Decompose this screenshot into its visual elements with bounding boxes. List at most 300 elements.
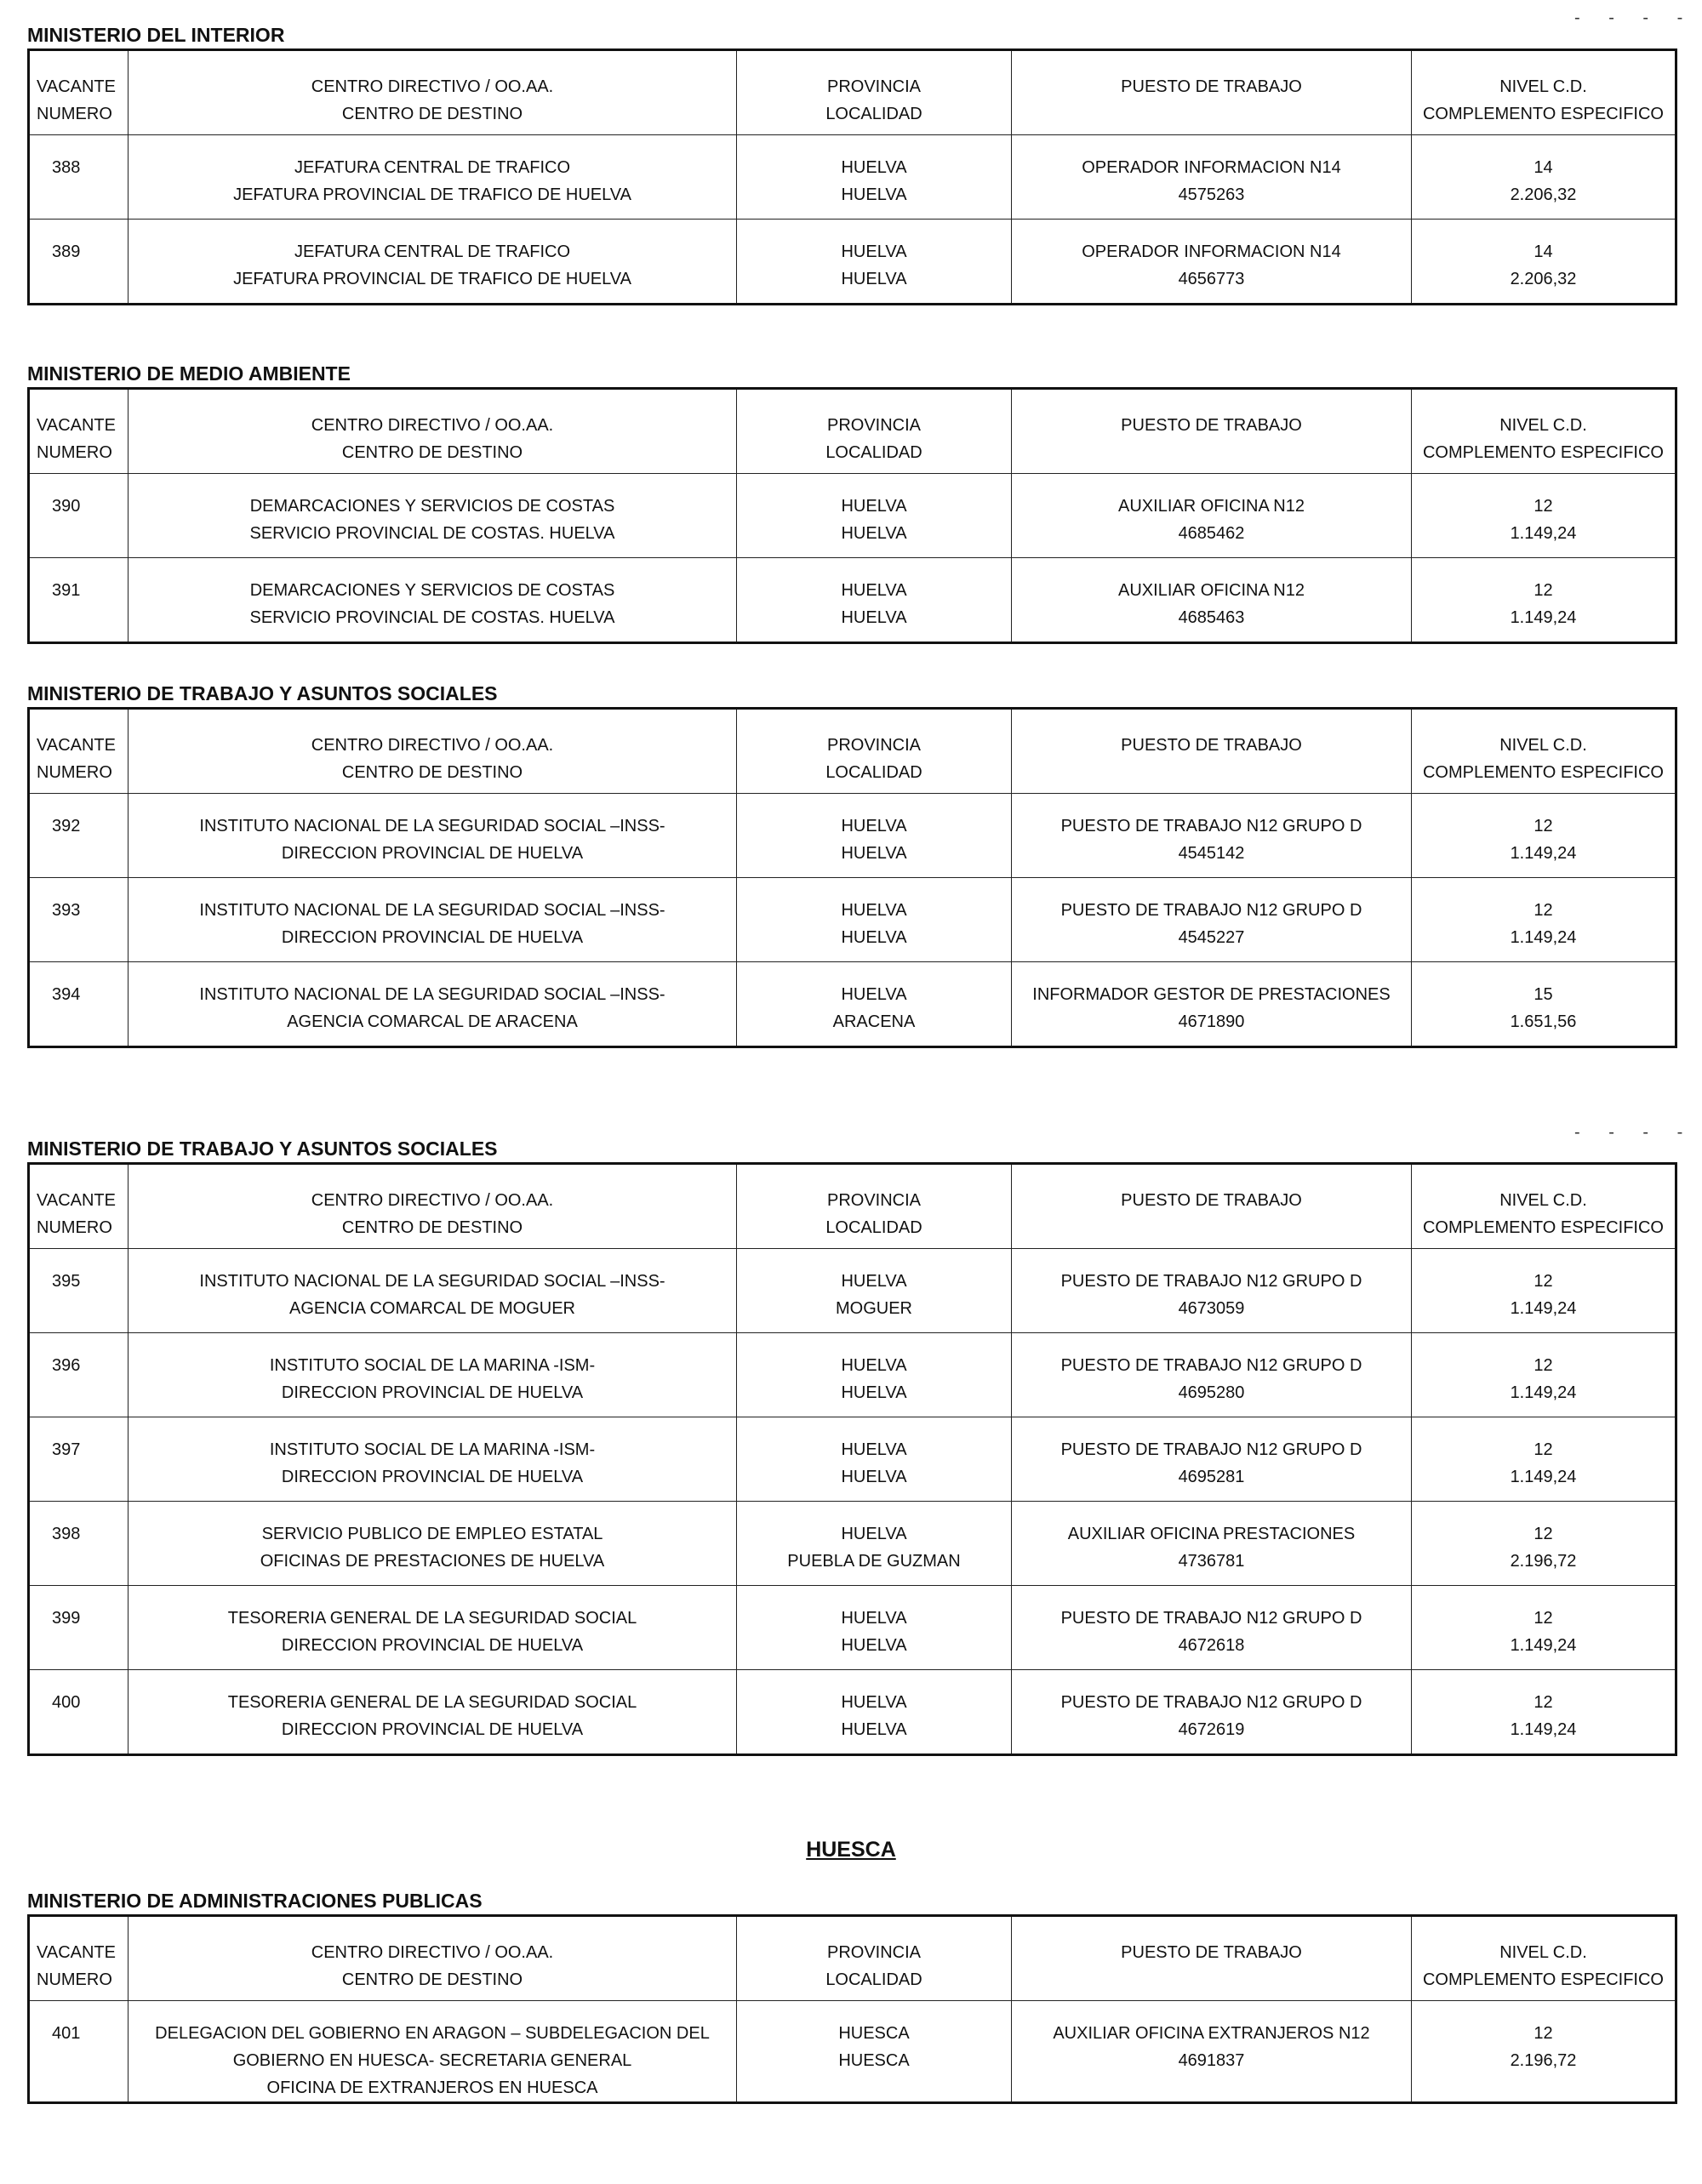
cell-line: HUELVA <box>841 985 907 1004</box>
header-puesto-de-trabajo <box>1012 709 1412 794</box>
cell-line: 12 <box>1534 1525 1553 1543</box>
cell-line: 4685462 <box>1178 524 1245 543</box>
cell-line: HUELVA <box>841 270 907 288</box>
cell-vacante-numero <box>29 558 129 643</box>
cell-line: SERVICIO PUBLICO DE EMPLEO ESTATAL <box>261 1525 603 1543</box>
cell-line: NUMERO <box>37 1970 112 1989</box>
cell-line: CENTRO DE DESTINO <box>341 443 523 462</box>
cell-line: HUELVA <box>841 1272 907 1291</box>
header-puesto-de-trabajo <box>1012 1916 1412 2001</box>
cell-line: OFICINA DE EXTRANJEROS EN HUESCA <box>266 2079 598 2097</box>
cell-nivel-complemento <box>1412 1333 1676 1417</box>
cell-provincia-localidad <box>737 1502 1012 1586</box>
cell-line: 2.206,32 <box>1510 185 1577 204</box>
cell-line: JEFATURA PROVINCIAL DE TRAFICO DE HUELVA <box>233 185 631 204</box>
cell-line: 1.149,24 <box>1510 1299 1577 1318</box>
header-provincia-localidad <box>737 1916 1012 2001</box>
header-centro-directivo <box>129 1164 737 1249</box>
cell-vacante-numero <box>29 794 129 878</box>
cell-line: CENTRO DIRECTIVO / OO.AA. <box>311 1191 554 1210</box>
table-row <box>29 558 1676 643</box>
cell-line: HUELVA <box>841 242 907 261</box>
cell-line: CENTRO DIRECTIVO / OO.AA. <box>311 416 554 435</box>
table-row <box>29 220 1676 305</box>
cell-line: 1.149,24 <box>1510 608 1577 627</box>
cell-line: HUELVA <box>841 1383 907 1402</box>
cell-line: 4685463 <box>1178 608 1245 627</box>
scan-dash-mark: - - - - <box>1574 9 1695 27</box>
cell-line: PUESTO DE TRABAJO N12 GRUPO D <box>1060 817 1362 835</box>
cell-puesto-de-trabajo <box>1012 1502 1412 1586</box>
cell-line: 4673059 <box>1178 1299 1245 1318</box>
cell-nivel-complemento <box>1412 1670 1676 1755</box>
vacancy-number: 397 <box>52 1440 81 1459</box>
header-puesto-de-trabajo <box>1012 389 1412 474</box>
section-trabajo-1 <box>27 681 1675 1048</box>
cell-line: PUESTO DE TRABAJO N12 GRUPO D <box>1060 1440 1362 1459</box>
cell-line: HUELVA <box>841 901 907 920</box>
cell-line: 1.149,24 <box>1510 524 1577 543</box>
table-row <box>29 1417 1676 1502</box>
cell-centro-directivo <box>129 220 737 305</box>
vacancy-table <box>27 1162 1677 1756</box>
cell-line: CENTRO DE DESTINO <box>341 1218 523 1237</box>
header-puesto-de-trabajo <box>1012 50 1412 135</box>
cell-provincia-localidad <box>737 474 1012 558</box>
cell-puesto-de-trabajo <box>1012 1417 1412 1502</box>
cell-vacante-numero <box>29 1502 129 1586</box>
cell-puesto-de-trabajo <box>1012 878 1412 962</box>
cell-puesto-de-trabajo <box>1012 962 1412 1047</box>
cell-line <box>1015 439 1408 466</box>
cell-line: 12 <box>1534 1440 1553 1459</box>
cell-puesto-de-trabajo <box>1012 474 1412 558</box>
cell-vacante-numero <box>29 1417 129 1502</box>
cell-line: PUESTO DE TRABAJO <box>1121 1191 1302 1210</box>
cell-vacante-numero <box>29 220 129 305</box>
cell-vacante-numero <box>29 1670 129 1755</box>
cell-line: NIVEL C.D. <box>1499 77 1587 96</box>
header-vacante-numero <box>29 1916 129 2001</box>
cell-vacante-numero <box>29 1333 129 1417</box>
cell-line: 4671890 <box>1178 1012 1245 1031</box>
cell-nivel-complemento <box>1412 794 1676 878</box>
cell-line: OPERADOR INFORMACION N14 <box>1082 242 1341 261</box>
cell-line: PROVINCIA <box>826 1191 922 1210</box>
cell-line: VACANTE <box>37 77 116 96</box>
cell-line: HUELVA <box>841 1636 907 1655</box>
ministry-title: MINISTERIO DE TRABAJO Y ASUNTOS SOCIALES <box>27 1138 498 1160</box>
cell-nivel-complemento <box>1412 474 1676 558</box>
cell-line: 2.196,72 <box>1510 2051 1577 2070</box>
vacancy-number: 393 <box>52 901 81 920</box>
cell-line: NIVEL C.D. <box>1499 416 1587 435</box>
cell-line: TESORERIA GENERAL DE LA SEGURIDAD SOCIAL <box>227 1693 637 1712</box>
cell-line: PUEBLA DE GUZMAN <box>787 1552 961 1571</box>
vacancy-number: 392 <box>52 817 81 835</box>
cell-line: 1.149,24 <box>1510 1383 1577 1402</box>
cell-line: COMPLEMENTO ESPECIFICO <box>1422 1970 1664 1989</box>
header-centro-directivo <box>129 709 737 794</box>
cell-line: PROVINCIA <box>826 416 922 435</box>
cell-line: AUXILIAR OFICINA N12 <box>1118 581 1305 600</box>
header-vacante-numero <box>29 709 129 794</box>
cell-provincia-localidad <box>737 220 1012 305</box>
cell-line: AUXILIAR OFICINA EXTRANJEROS N12 <box>1053 2024 1370 2043</box>
cell-puesto-de-trabajo <box>1012 794 1412 878</box>
cell-line: 4695281 <box>1178 1468 1245 1486</box>
cell-line: CENTRO DIRECTIVO / OO.AA. <box>311 77 554 96</box>
cell-provincia-localidad <box>737 1333 1012 1417</box>
cell-centro-directivo <box>129 2001 737 2103</box>
cell-vacante-numero <box>29 2001 129 2103</box>
vacancy-number: 389 <box>52 242 81 261</box>
cell-centro-directivo <box>129 878 737 962</box>
scan-dash-mark: - - - - <box>1574 1123 1695 1142</box>
header-provincia-localidad <box>737 1164 1012 1249</box>
vacancy-number: 398 <box>52 1525 81 1543</box>
cell-line: 1.651,56 <box>1510 1012 1577 1031</box>
cell-puesto-de-trabajo <box>1012 558 1412 643</box>
cell-line: 2.206,32 <box>1510 270 1577 288</box>
cell-vacante-numero <box>29 1249 129 1333</box>
cell-centro-directivo <box>129 1586 737 1670</box>
cell-line: DIRECCION PROVINCIAL DE HUELVA <box>281 1720 584 1739</box>
cell-line: HUELVA <box>841 1609 907 1628</box>
cell-line: 4672618 <box>1178 1636 1245 1655</box>
cell-line: ARACENA <box>832 1012 916 1031</box>
header-provincia-localidad <box>737 709 1012 794</box>
cell-puesto-de-trabajo <box>1012 1333 1412 1417</box>
cell-line: JEFATURA PROVINCIAL DE TRAFICO DE HUELVA <box>233 270 631 288</box>
cell-line: LOCALIDAD <box>825 105 922 123</box>
cell-line: VACANTE <box>37 1191 116 1210</box>
cell-centro-directivo <box>129 558 737 643</box>
header-nivel-complemento <box>1412 709 1676 794</box>
cell-line: HUELVA <box>841 524 907 543</box>
cell-centro-directivo <box>129 1333 737 1417</box>
cell-line: OPERADOR INFORMACION N14 <box>1082 158 1341 177</box>
cell-line: HUELVA <box>841 844 907 863</box>
vacancy-number: 391 <box>52 581 81 600</box>
cell-line: 4545227 <box>1178 928 1245 947</box>
cell-provincia-localidad <box>737 135 1012 220</box>
cell-line: 12 <box>1534 581 1553 600</box>
cell-line: PUESTO DE TRABAJO <box>1121 736 1302 755</box>
cell-line: 1.149,24 <box>1510 928 1577 947</box>
cell-line: 12 <box>1534 497 1553 516</box>
cell-line: GOBIERNO EN HUESCA- SECRETARIA GENERAL <box>232 2051 632 2070</box>
section-interior <box>27 22 1675 305</box>
cell-puesto-de-trabajo <box>1012 135 1412 220</box>
cell-line: COMPLEMENTO ESPECIFICO <box>1422 763 1664 782</box>
header-puesto-de-trabajo <box>1012 1164 1412 1249</box>
cell-line: LOCALIDAD <box>825 1970 922 1989</box>
cell-line: DEMARCACIONES Y SERVICIOS DE COSTAS <box>249 581 615 600</box>
cell-line: PUESTO DE TRABAJO N12 GRUPO D <box>1060 1356 1362 1375</box>
cell-line: 1.149,24 <box>1510 844 1577 863</box>
cell-line: INFORMADOR GESTOR DE PRESTACIONES <box>1032 985 1391 1004</box>
cell-line: 12 <box>1534 901 1553 920</box>
cell-centro-directivo <box>129 1417 737 1502</box>
vacancy-number: 394 <box>52 985 81 1004</box>
cell-line: NUMERO <box>37 1218 112 1237</box>
cell-line: LOCALIDAD <box>825 763 922 782</box>
cell-line: CENTRO DE DESTINO <box>341 1970 523 1989</box>
cell-line: TESORERIA GENERAL DE LA SEGURIDAD SOCIAL <box>227 1609 637 1628</box>
ministry-title: MINISTERIO DE ADMINISTRACIONES PUBLICAS <box>27 1890 483 1912</box>
cell-line: INSTITUTO NACIONAL DE LA SEGURIDAD SOCIAL –INSS- <box>199 1272 665 1291</box>
cell-line: 12 <box>1534 1272 1553 1291</box>
header-row <box>29 709 1676 794</box>
cell-line: VACANTE <box>37 736 116 755</box>
cell-puesto-de-trabajo <box>1012 220 1412 305</box>
cell-provincia-localidad <box>737 878 1012 962</box>
header-vacante-numero <box>29 1164 129 1249</box>
cell-line: PROVINCIA <box>826 1943 922 1962</box>
cell-line: 14 <box>1534 158 1553 177</box>
ministry-title: MINISTERIO DEL INTERIOR <box>27 24 285 46</box>
cell-centro-directivo <box>129 1502 737 1586</box>
cell-nivel-complemento <box>1412 135 1676 220</box>
cell-line: DIRECCION PROVINCIAL DE HUELVA <box>281 844 584 863</box>
cell-line: PUESTO DE TRABAJO N12 GRUPO D <box>1060 1272 1362 1291</box>
cell-nivel-complemento <box>1412 558 1676 643</box>
cell-line: NIVEL C.D. <box>1499 736 1587 755</box>
cell-provincia-localidad <box>737 1417 1012 1502</box>
cell-nivel-complemento <box>1412 2001 1676 2103</box>
cell-line <box>1015 100 1408 128</box>
table-row <box>29 1333 1676 1417</box>
cell-line: JEFATURA CENTRAL DE TRAFICO <box>294 242 571 261</box>
header-centro-directivo <box>129 1916 737 2001</box>
header-nivel-complemento <box>1412 50 1676 135</box>
header-row <box>29 50 1676 135</box>
vacancy-number: 390 <box>52 497 81 516</box>
vacancy-table <box>27 707 1677 1048</box>
cell-line: DIRECCION PROVINCIAL DE HUELVA <box>281 1383 584 1402</box>
cell-vacante-numero <box>29 962 129 1047</box>
cell-line: PUESTO DE TRABAJO <box>1121 77 1302 96</box>
cell-centro-directivo <box>129 962 737 1047</box>
cell-nivel-complemento <box>1412 1502 1676 1586</box>
cell-nivel-complemento <box>1412 1586 1676 1670</box>
cell-line: 12 <box>1534 1693 1553 1712</box>
cell-line: HUELVA <box>841 497 907 516</box>
ministry-title: MINISTERIO DE MEDIO AMBIENTE <box>27 362 351 385</box>
header-nivel-complemento <box>1412 389 1676 474</box>
cell-centro-directivo <box>129 794 737 878</box>
ministry-title: MINISTERIO DE TRABAJO Y ASUNTOS SOCIALES <box>27 682 498 704</box>
cell-nivel-complemento <box>1412 220 1676 305</box>
cell-line: PUESTO DE TRABAJO N12 GRUPO D <box>1060 1693 1362 1712</box>
cell-line: 1.149,24 <box>1510 1468 1577 1486</box>
cell-vacante-numero <box>29 1586 129 1670</box>
section-trabajo-2 <box>27 1136 1675 1756</box>
cell-line: 2.196,72 <box>1510 1552 1577 1571</box>
header-row <box>29 1164 1676 1249</box>
header-vacante-numero <box>29 389 129 474</box>
cell-line: NIVEL C.D. <box>1499 1191 1587 1210</box>
cell-line: INSTITUTO NACIONAL DE LA SEGURIDAD SOCIAL –INSS- <box>199 985 665 1004</box>
cell-provincia-localidad <box>737 962 1012 1047</box>
cell-line: HUELVA <box>841 817 907 835</box>
cell-line: NUMERO <box>37 763 112 782</box>
cell-line: HUELVA <box>841 158 907 177</box>
cell-vacante-numero <box>29 135 129 220</box>
cell-line: AUXILIAR OFICINA PRESTACIONES <box>1067 1525 1356 1543</box>
cell-line: NIVEL C.D. <box>1499 1943 1587 1962</box>
cell-line: DIRECCION PROVINCIAL DE HUELVA <box>281 1636 584 1655</box>
cell-line: 1.149,24 <box>1510 1720 1577 1739</box>
cell-line: HUELVA <box>841 1693 907 1712</box>
cell-vacante-numero <box>29 474 129 558</box>
cell-line: HUESCA <box>838 2051 910 2070</box>
table-row <box>29 1670 1676 1755</box>
header-nivel-complemento <box>1412 1916 1676 2001</box>
table-row <box>29 2001 1676 2103</box>
cell-line: HUELVA <box>841 581 907 600</box>
cell-line: PROVINCIA <box>826 77 922 96</box>
cell-line: DEMARCACIONES Y SERVICIOS DE COSTAS <box>249 497 615 516</box>
cell-line: VACANTE <box>37 1943 116 1962</box>
cell-line: CENTRO DE DESTINO <box>341 763 523 782</box>
cell-centro-directivo <box>129 135 737 220</box>
cell-centro-directivo <box>129 1249 737 1333</box>
vacancy-number: 399 <box>52 1609 81 1628</box>
header-provincia-localidad <box>737 50 1012 135</box>
vacancy-number: 400 <box>52 1693 81 1712</box>
table-row <box>29 474 1676 558</box>
cell-line: HUELVA <box>841 1720 907 1739</box>
header-row <box>29 389 1676 474</box>
table-row <box>29 962 1676 1047</box>
cell-provincia-localidad <box>737 558 1012 643</box>
vacancy-table <box>27 387 1677 644</box>
table-row <box>29 794 1676 878</box>
province-heading: HUESCA <box>806 1838 896 1862</box>
table-row <box>29 1249 1676 1333</box>
vacancy-table <box>27 1914 1677 2104</box>
header-row <box>29 1916 1676 2001</box>
vacancy-number: 396 <box>52 1356 81 1375</box>
cell-line: HUELVA <box>841 1525 907 1543</box>
cell-line: HUELVA <box>841 1440 907 1459</box>
cell-line: 12 <box>1534 1609 1553 1628</box>
cell-line: 1.149,24 <box>1510 1636 1577 1655</box>
cell-line: SERVICIO PROVINCIAL DE COSTAS. HUELVA <box>249 524 615 543</box>
cell-line: LOCALIDAD <box>825 443 922 462</box>
cell-line: 12 <box>1534 1356 1553 1375</box>
cell-line: NUMERO <box>37 105 112 123</box>
cell-line: HUELVA <box>841 608 907 627</box>
section-administraciones-publicas <box>27 1888 1675 2104</box>
cell-line <box>1015 1214 1408 1241</box>
cell-line: OFICINAS DE PRESTACIONES DE HUELVA <box>260 1552 605 1571</box>
header-centro-directivo <box>129 389 737 474</box>
cell-line: INSTITUTO SOCIAL DE LA MARINA -ISM- <box>269 1440 596 1459</box>
cell-line: SERVICIO PROVINCIAL DE COSTAS. HUELVA <box>249 608 615 627</box>
cell-line: PUESTO DE TRABAJO N12 GRUPO D <box>1060 901 1362 920</box>
cell-line: COMPLEMENTO ESPECIFICO <box>1422 443 1664 462</box>
cell-line: HUELVA <box>841 185 907 204</box>
cell-line: COMPLEMENTO ESPECIFICO <box>1422 105 1664 123</box>
cell-line <box>1015 1966 1408 1993</box>
cell-nivel-complemento <box>1412 962 1676 1047</box>
vacancy-number: 395 <box>52 1272 81 1291</box>
cell-line: CENTRO DIRECTIVO / OO.AA. <box>311 736 554 755</box>
cell-nivel-complemento <box>1412 878 1676 962</box>
cell-line: DIRECCION PROVINCIAL DE HUELVA <box>281 1468 584 1486</box>
cell-centro-directivo <box>129 1670 737 1755</box>
cell-line: INSTITUTO SOCIAL DE LA MARINA -ISM- <box>269 1356 596 1375</box>
cell-line: 12 <box>1534 817 1553 835</box>
cell-provincia-localidad <box>737 1670 1012 1755</box>
cell-centro-directivo <box>129 474 737 558</box>
cell-line: AUXILIAR OFICINA N12 <box>1118 497 1305 516</box>
cell-provincia-localidad <box>737 1249 1012 1333</box>
cell-line: 4656773 <box>1178 270 1245 288</box>
cell-line: 4736781 <box>1178 1552 1245 1571</box>
cell-line: 4695280 <box>1178 1383 1245 1402</box>
table-row <box>29 1502 1676 1586</box>
header-vacante-numero <box>29 50 129 135</box>
cell-line: DIRECCION PROVINCIAL DE HUELVA <box>281 928 584 947</box>
cell-line: 14 <box>1534 242 1553 261</box>
cell-line: AGENCIA COMARCAL DE ARACENA <box>287 1012 578 1031</box>
cell-line: HUESCA <box>838 2024 910 2043</box>
cell-line: AGENCIA COMARCAL DE MOGUER <box>289 1299 575 1318</box>
cell-line: 12 <box>1534 2024 1553 2043</box>
cell-nivel-complemento <box>1412 1249 1676 1333</box>
cell-provincia-localidad <box>737 2001 1012 2103</box>
section-medio-ambiente <box>27 361 1675 644</box>
cell-line: PUESTO DE TRABAJO N12 GRUPO D <box>1060 1609 1362 1628</box>
cell-puesto-de-trabajo <box>1012 2001 1412 2103</box>
vacancy-table <box>27 48 1677 305</box>
cell-vacante-numero <box>29 878 129 962</box>
cell-line <box>1015 759 1408 786</box>
header-provincia-localidad <box>737 389 1012 474</box>
cell-nivel-complemento <box>1412 1417 1676 1502</box>
cell-line: NUMERO <box>37 443 112 462</box>
cell-line: CENTRO DIRECTIVO / OO.AA. <box>311 1943 554 1962</box>
header-centro-directivo <box>129 50 737 135</box>
cell-line: INSTITUTO NACIONAL DE LA SEGURIDAD SOCIAL –INSS- <box>199 817 665 835</box>
table-row <box>29 1586 1676 1670</box>
cell-line: 4575263 <box>1178 185 1245 204</box>
cell-line: 4672619 <box>1178 1720 1245 1739</box>
cell-line: HUELVA <box>841 928 907 947</box>
vacancy-number: 401 <box>52 2024 81 2043</box>
cell-line: 15 <box>1534 985 1553 1004</box>
cell-line: MOGUER <box>836 1299 912 1318</box>
cell-puesto-de-trabajo <box>1012 1670 1412 1755</box>
cell-line: HUELVA <box>841 1468 907 1486</box>
cell-line: CENTRO DE DESTINO <box>341 105 523 123</box>
cell-line: PROVINCIA <box>826 736 922 755</box>
vacancy-number: 388 <box>52 158 81 177</box>
cell-puesto-de-trabajo <box>1012 1586 1412 1670</box>
cell-line: 4545142 <box>1178 844 1245 863</box>
cell-line: PUESTO DE TRABAJO <box>1121 1943 1302 1962</box>
cell-line: HUELVA <box>841 1356 907 1375</box>
table-row <box>29 878 1676 962</box>
cell-line: LOCALIDAD <box>825 1218 922 1237</box>
cell-line: COMPLEMENTO ESPECIFICO <box>1422 1218 1664 1237</box>
cell-line: JEFATURA CENTRAL DE TRAFICO <box>294 158 571 177</box>
cell-provincia-localidad <box>737 794 1012 878</box>
